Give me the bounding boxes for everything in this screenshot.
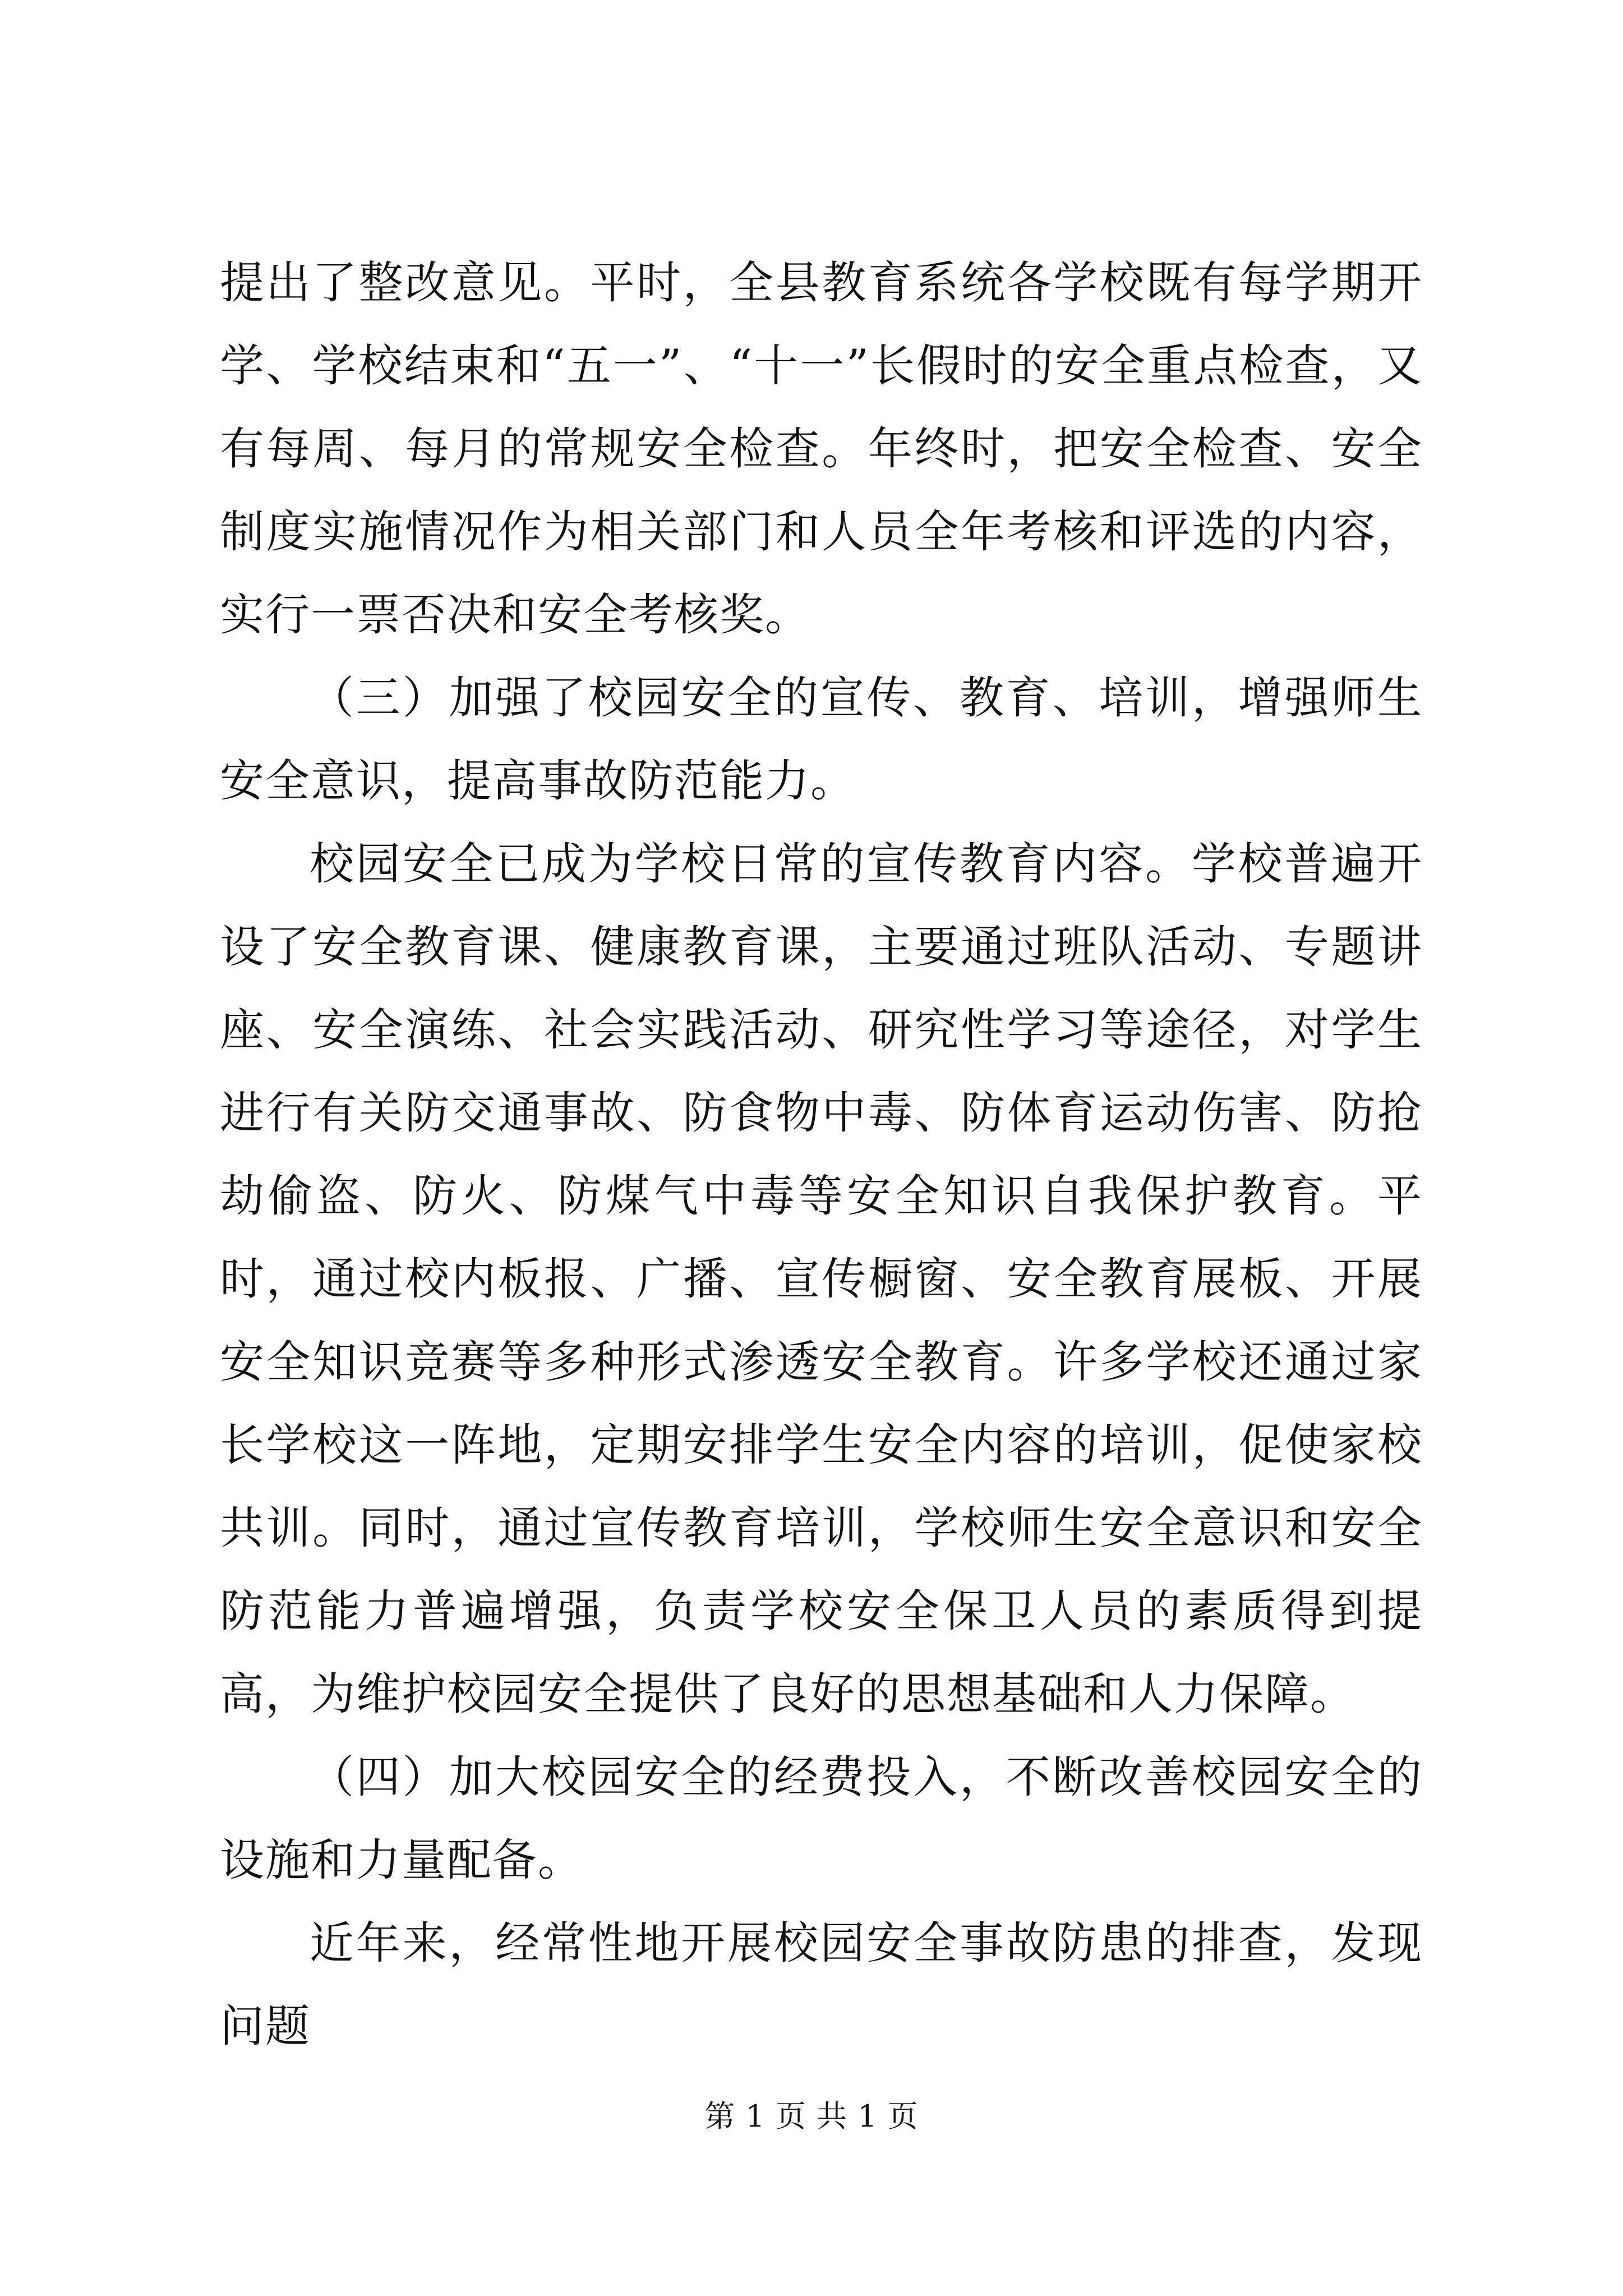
section-heading-3: （三）加强了校园安全的宣传、教育、培训，增强师生安全意识，提高事故防范能力。: [220, 672, 1423, 807]
document-body: [220, 241, 1423, 2068]
paragraph-safety-education: 校园安全已成为学校日常的宣传教育内容。学校普遍开设了安全教育课、健康教育课，主要通过班队活动、专题讲座、安全演练、社会实践活动、研究性学习等途径，对学生进行有关防交通事故、防食物中毒、防体育运动伤害、防抢劫偷盗、防火、防煤气中毒等安全知识自我保护教育。平时，通过校内板报、广播、宣传橱窗、安全教育展板、开展安全知识竞赛等多种形式渗透安全教育。许多学校还通过家长学校这一阵地，定期安排学生安全内容的培训，促使家校共训。同时，通过宣传教育培训，学校师生安全意识和安全防范能力普遍增强，负责学校安全保卫人员的素质得到提高，为维护校园安全提供了良好的思想基础和人力保障。: [220, 838, 1423, 1720]
paragraph-continued: 提出了整改意见。平时，全县教育系统各学校既有每学期开学、学校结束和“五一”、“十一”长假时的安全重点检查，又有每周、每月的常规安全检查。年终时，把安全检查、安全制度实施情况作为相关部门和人员全年考核和评选的内容，实行一票否决和安全考核奖。: [220, 257, 1423, 641]
section-heading-4: （四）加大校园安全的经费投入，不断改善校园安全的设施和力量配备。: [220, 1751, 1423, 1886]
page-footer: 第 1 页 共 1 页: [704, 2099, 919, 2134]
paragraph-recent-years: 近年来，经常性地开展校园安全事故防患的排查，发现问题: [220, 1917, 1423, 2052]
